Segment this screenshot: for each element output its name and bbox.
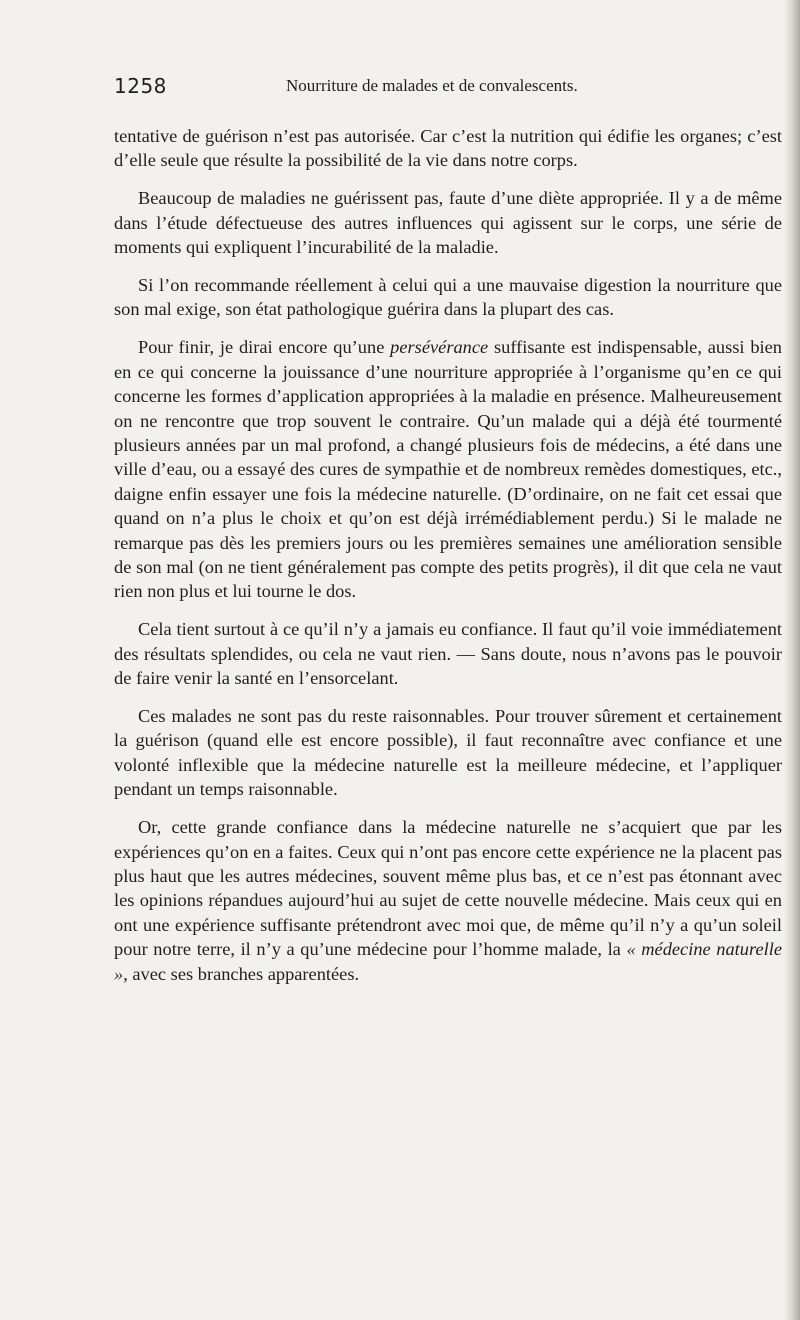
paragraph-text: Ces malades ne sont pas du reste raisonnables. Pour trouver sûrement et certainement la guérison (quand elle est encore possible), il faut reconnaître avec confiance et une volonté inflexible que la médecine naturelle est la meilleure médecine, et l’appliquer pendant un temps raisonnable. [114,706,782,800]
paragraph-text: , avec ses branches apparentées. [123,963,360,984]
page-header [114,72,690,102]
running-title: Nourriture de malades et de convalescents. [286,76,578,95]
emphasis-medecine-naturelle: « médecine naturelle » [114,939,782,984]
paragraph-text: suffisante est indispensable, aussi bien en ce qui concerne la jouissance d’une nourriture appropriée à l’organisme qu’en ce qui concerne les formes d’application appropriées à la maladie en présence. Malheureusement on ne rencontre que trop souvent le contraire. Qu’un malade qui a déjà été tourmenté plusieurs années par un mal profond, a changé plusieurs fois de médecins, a été dans une ville d’eau, ou a essayé des cures de sympathie et de nombreux remèdes domestiques, etc., daigne enfin essayer une fois la médecine naturelle. (D’ordinaire, on ne fait cet essai que quand on n’a plus le choix et qu’on est déjà irrémédiablement perdu.) Si le malade ne remarque pas dès les premiers jours ou les premières semaines une amélioration sensible de son mal (on ne tient généralement pas compte des petits progrès), il dit que cela ne vaut rien non plus et lui tourne le dos. [114,337,783,602]
paragraph-text: Pour finir, je dirai encore qu’une [138,337,391,358]
paragraph-3 [114,273,782,322]
paragraph-1 [114,124,782,173]
page-edge-shadow [784,0,800,1320]
paragraph-text: Cela tient surtout à ce qu’il n’y a jamais eu confiance. Il faut qu’il voie immédiatement des résultats splendides, ou cela ne vaut rien. — Sans doute, nous n’avons pas le pouvoir de faire venir la santé en l’ensorcelant. [114,619,782,689]
paragraph-text: Beaucoup de maladies ne guérissent pas, faute d’une diète appropriée. Il y a de même dans l’étude défectueuse des autres influences qui agissent sur le corps, une série de moments qui expliquent l’incurabilité de la maladie. [114,188,782,258]
paragraph-2 [114,186,782,259]
paragraph-6 [114,704,782,802]
paragraph-4 [114,335,782,603]
paragraph-7 [114,815,782,986]
body-text [114,124,782,1000]
paragraph-text: Si l’on recommande réellement à celui qui a une mauvaise digestion la nourriture que son mal exige, son état pathologique guérira dans la plupart des cas. [114,275,782,320]
page-number: 1258 [114,74,167,98]
paragraph-text: tentative de guérison n’est pas autorisée. Car c’est la nutrition qui édifie les organes; c’est d’elle seule que résulte la possibilité de la vie dans notre corps. [114,126,782,171]
emphasis-perseverance: persévérance [390,337,489,358]
paragraph-text: Or, cette grande confiance dans la médecine naturelle ne s’acquiert que par les expériences qu’on en a faites. Ceux qui n’ont pas encore cette expérience ne la placent pas plus haut que les autres médecines, souvent même plus bas, et ce n’est pas étonnant avec les opinions répandues aujourd’hui au sujet de cette nouvelle médecine. Mais ceux qui en ont une expérience suffisante prétendront avec moi que, de même qu’il n’y a qu’un soleil pour notre terre, il n’y a qu’une médecine pour l’homme malade, la [114,817,782,960]
paragraph-5 [114,617,782,690]
